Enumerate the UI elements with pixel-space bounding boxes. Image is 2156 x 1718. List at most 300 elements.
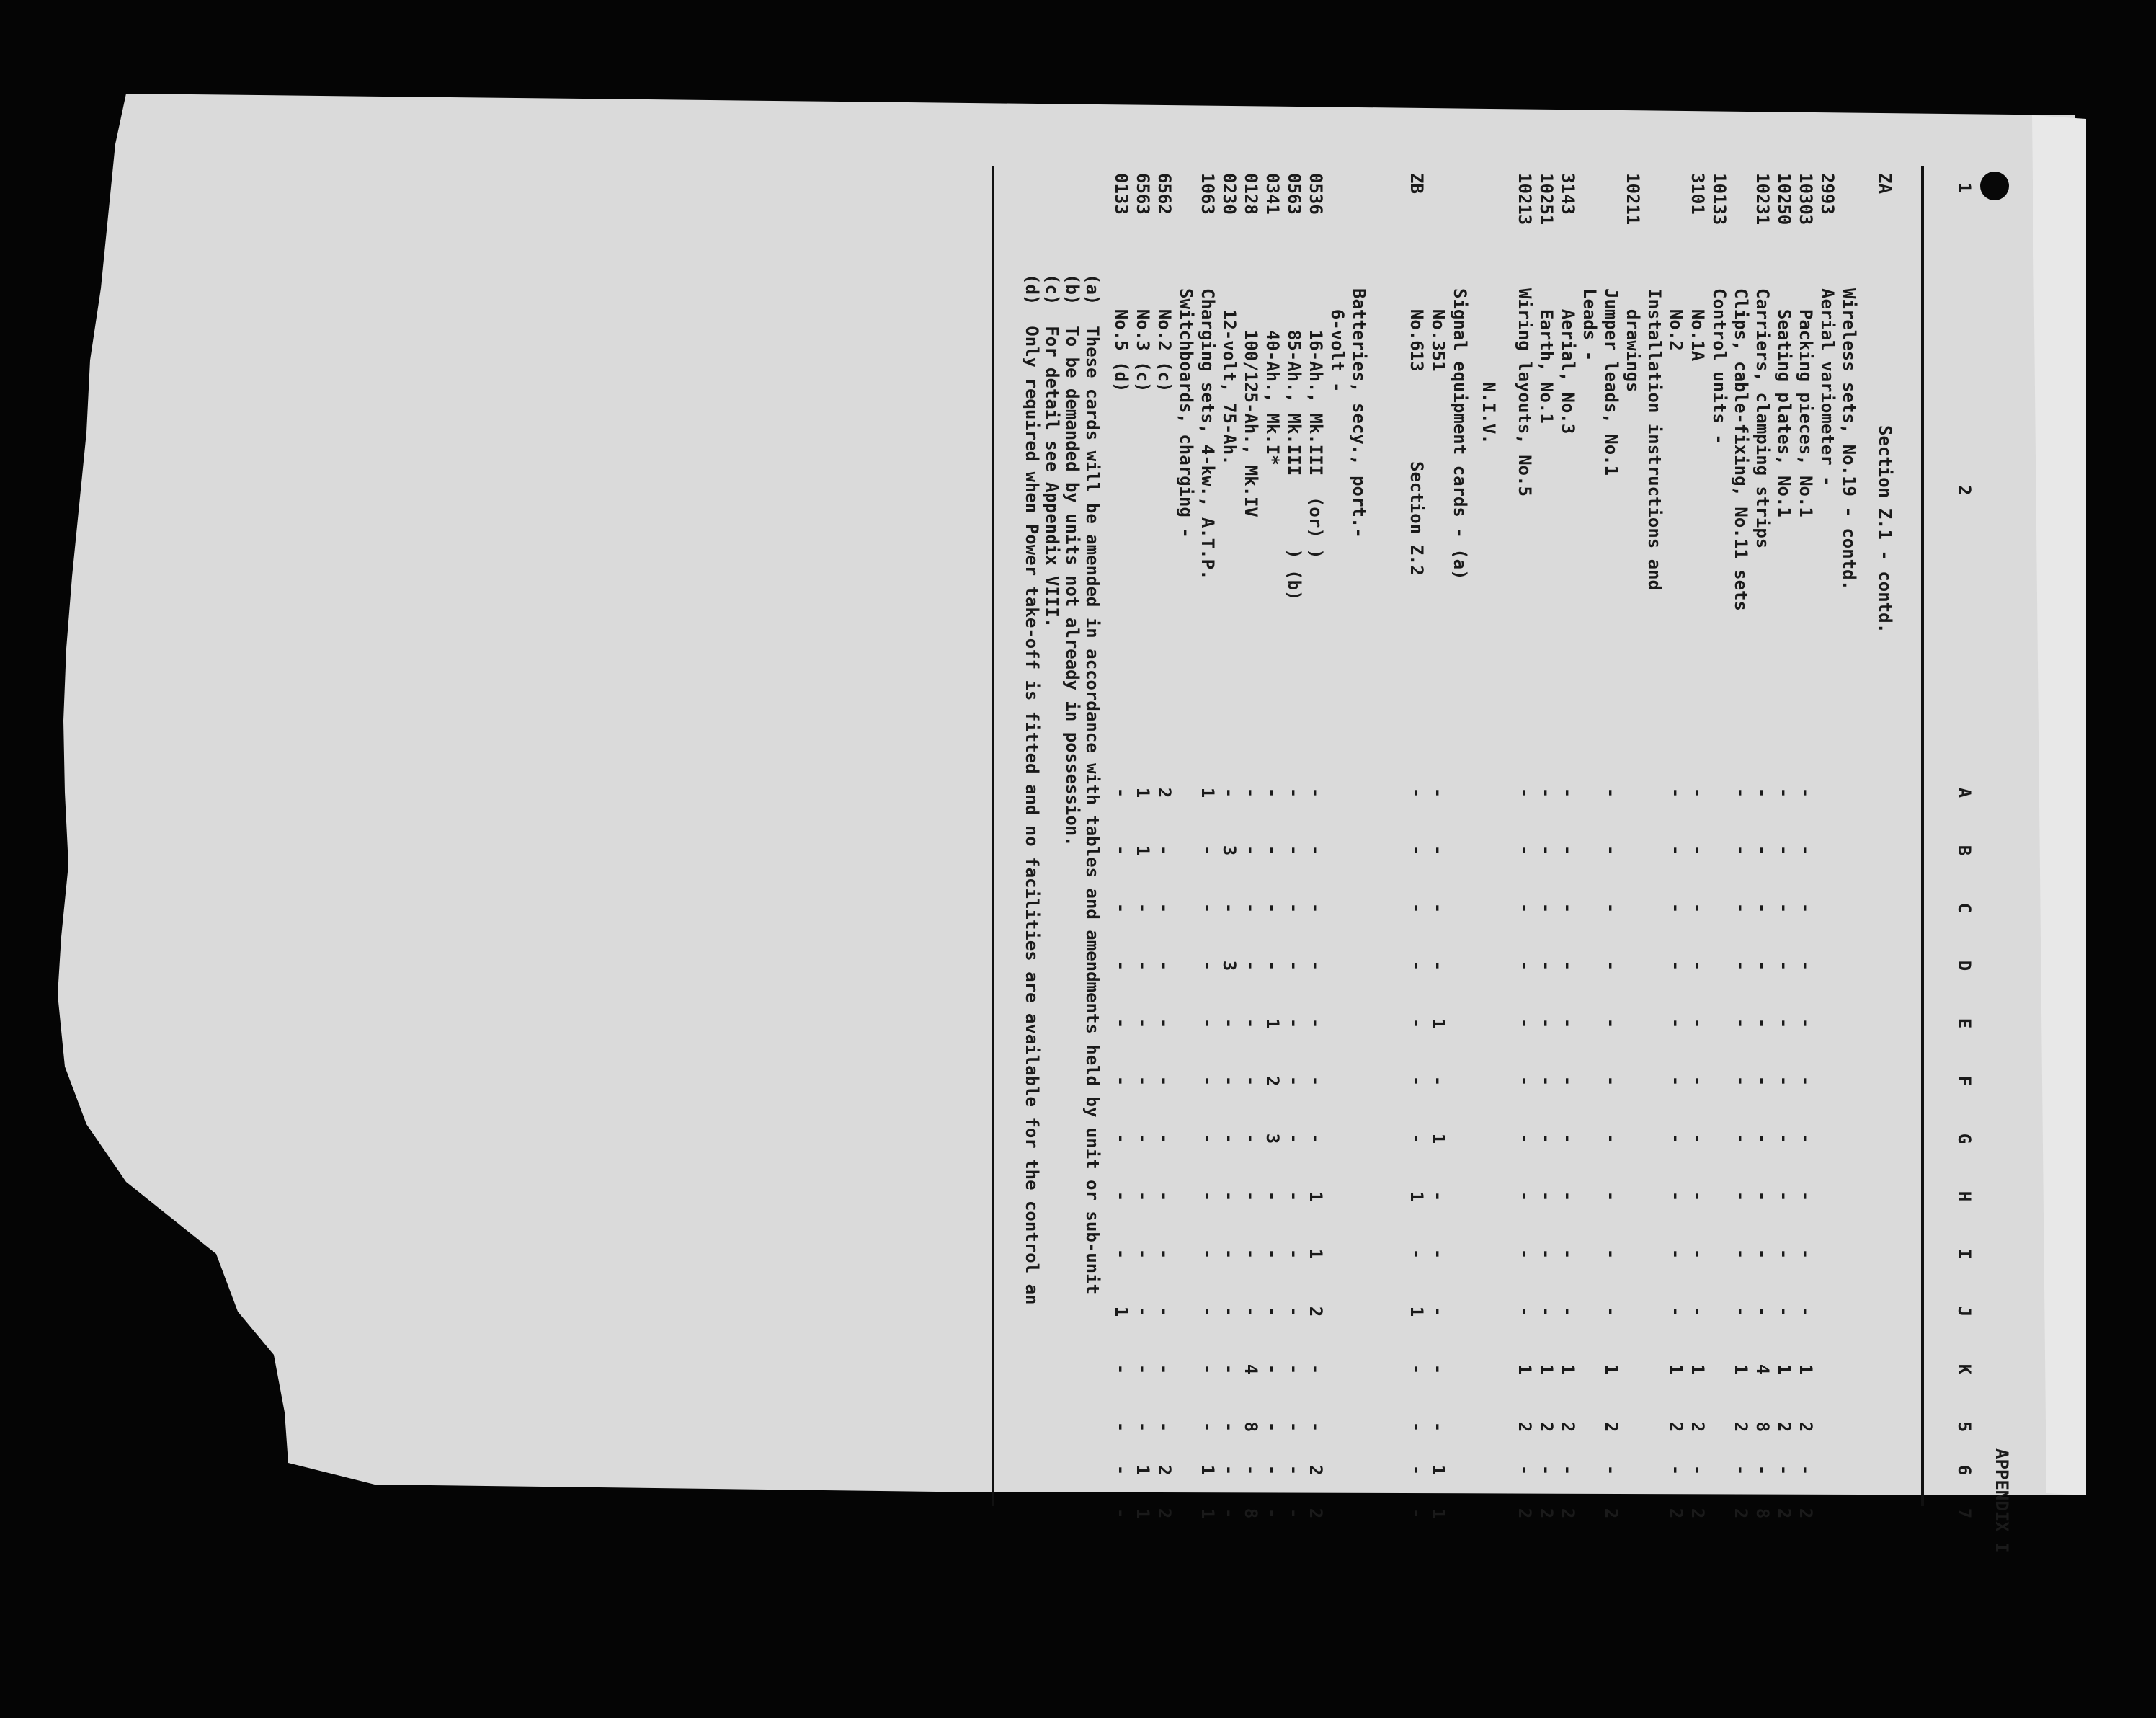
quantity-cell: - xyxy=(1219,902,1239,914)
quantity-cell: - xyxy=(1219,1018,1239,1029)
quantity-cell: - xyxy=(1241,902,1261,914)
quantity-cell: - xyxy=(1154,960,1175,971)
quantity-cell: - xyxy=(1515,787,1535,798)
item-description: Jumper leads, No.1 xyxy=(1601,288,1621,476)
item-description: Leads - xyxy=(1580,288,1600,362)
quantity-cell: 8 xyxy=(1241,1508,1261,1519)
quantity-cell: - xyxy=(1284,1018,1304,1029)
quantity-cell: - xyxy=(1731,960,1751,971)
quantity-cell: - xyxy=(1111,787,1131,798)
quantity-cell: 1 xyxy=(1306,1190,1326,1202)
quantity-cell: 1 xyxy=(1262,1018,1283,1029)
section-a-tag: ZA xyxy=(1875,173,1895,194)
item-code: 0563 xyxy=(1284,173,1304,215)
section-b-title: Section Z.2 xyxy=(1407,461,1427,576)
quantity-cell: - xyxy=(1774,1018,1794,1029)
quantity-cell: - xyxy=(1407,960,1427,971)
quantity-cell: - xyxy=(1536,1190,1556,1202)
quantity-cell: 1 xyxy=(1536,1363,1556,1375)
quantity-cell: 3 xyxy=(1262,1133,1283,1144)
quantity-cell: 2 xyxy=(1731,1508,1751,1519)
quantity-cell: - xyxy=(1731,1133,1751,1144)
quantity-cell: - xyxy=(1241,1190,1261,1202)
quantity-cell: - xyxy=(1111,1018,1131,1029)
quantity-cell: 1 xyxy=(1111,1306,1131,1317)
column-header: C xyxy=(1954,902,1974,914)
item-description: Aerial, No.3 xyxy=(1558,288,1578,435)
quantity-cell: - xyxy=(1774,1464,1794,1476)
quantity-cell: - xyxy=(1601,902,1621,914)
quantity-cell: - xyxy=(1536,902,1556,914)
quantity-cell: - xyxy=(1198,902,1218,914)
quantity-cell: - xyxy=(1284,1363,1304,1375)
quantity-cell: - xyxy=(1558,1018,1578,1029)
quantity-cell: - xyxy=(1241,787,1261,798)
column-header: B xyxy=(1954,845,1974,856)
item-description: 85-Ah., Mk.III ) (b) xyxy=(1284,288,1304,601)
quantity-cell: 1 xyxy=(1428,1508,1448,1519)
quantity-cell: - xyxy=(1536,1464,1556,1476)
quantity-cell: - xyxy=(1515,1306,1535,1317)
quantity-cell: 2 xyxy=(1688,1508,1708,1519)
quantity-cell: - xyxy=(1219,1464,1239,1476)
quantity-cell: - xyxy=(1407,1464,1427,1476)
quantity-cell: - xyxy=(1515,1464,1535,1476)
column-header: H xyxy=(1954,1190,1974,1202)
quantity-cell: - xyxy=(1796,1306,1816,1317)
item-code: 0133 xyxy=(1111,173,1131,215)
quantity-cell: - xyxy=(1666,787,1686,798)
section-a-title: Section Z.1 - contd. xyxy=(1875,425,1895,633)
quantity-cell: 1 xyxy=(1428,1464,1448,1476)
quantity-cell: 2 xyxy=(1731,1421,1751,1433)
column-header: 6 xyxy=(1954,1464,1974,1476)
quantity-cell: - xyxy=(1284,1306,1304,1317)
quantity-cell: 2 xyxy=(1515,1421,1535,1433)
quantity-cell: 1 xyxy=(1407,1306,1427,1317)
item-description: 12-volt, 75-Ah. xyxy=(1219,288,1239,466)
quantity-cell: 1 xyxy=(1198,787,1218,798)
quantity-cell: - xyxy=(1558,1075,1578,1087)
item-description: Wiring layouts, No.5 xyxy=(1515,288,1535,497)
quantity-cell: - xyxy=(1428,902,1448,914)
quantity-cell: - xyxy=(1601,1464,1621,1476)
item-code: 10211 xyxy=(1623,173,1643,226)
item-description: 6-volt - xyxy=(1327,288,1348,393)
quantity-cell: 1 xyxy=(1133,845,1153,856)
quantity-cell: - xyxy=(1536,1018,1556,1029)
quantity-cell: - xyxy=(1688,1248,1708,1260)
footnote: (c) For detail see Appendix VIII. xyxy=(1042,274,1062,628)
quantity-cell: - xyxy=(1111,1421,1131,1433)
quantity-cell: 8 xyxy=(1241,1421,1261,1433)
quantity-cell: - xyxy=(1241,960,1261,971)
quantity-cell: 3 xyxy=(1219,845,1239,856)
quantity-cell: - xyxy=(1133,1363,1153,1375)
quantity-cell: - xyxy=(1407,902,1427,914)
quantity-cell: - xyxy=(1428,1421,1448,1433)
quantity-cell: - xyxy=(1219,1133,1239,1144)
item-code: 0536 xyxy=(1306,173,1326,215)
quantity-cell: 1 xyxy=(1428,1133,1448,1144)
item-code: 1063 xyxy=(1198,173,1218,215)
quantity-cell: - xyxy=(1428,960,1448,971)
quantity-cell: 2 xyxy=(1154,1464,1175,1476)
quantity-cell: - xyxy=(1284,1190,1304,1202)
quantity-cell: - xyxy=(1752,1464,1773,1476)
quantity-cell: - xyxy=(1731,1018,1751,1029)
quantity-cell: - xyxy=(1407,1508,1427,1519)
quantity-cell: - xyxy=(1731,1306,1751,1317)
quantity-cell: - xyxy=(1752,1075,1773,1087)
quantity-cell: 2 xyxy=(1262,1075,1283,1087)
quantity-cell: 2 xyxy=(1774,1421,1794,1433)
quantity-cell: 2 xyxy=(1601,1508,1621,1519)
quantity-cell: 1 xyxy=(1428,1018,1448,1029)
quantity-cell: - xyxy=(1666,1306,1686,1317)
quantity-cell: 8 xyxy=(1752,1421,1773,1433)
quantity-cell: - xyxy=(1133,960,1153,971)
quantity-cell: 2 xyxy=(1774,1508,1794,1519)
item-description: Clips, cable-fixing, No.11 sets xyxy=(1731,288,1751,611)
column-header: I xyxy=(1954,1248,1974,1260)
quantity-cell: - xyxy=(1111,960,1131,971)
quantity-cell: - xyxy=(1515,845,1535,856)
quantity-cell: - xyxy=(1219,1190,1239,1202)
quantity-cell: - xyxy=(1306,1133,1326,1144)
quantity-cell: - xyxy=(1428,1306,1448,1317)
quantity-cell: - xyxy=(1198,1133,1218,1144)
quantity-cell: - xyxy=(1407,1018,1427,1029)
quantity-cell: - xyxy=(1111,902,1131,914)
item-description: Signal equipment cards - (a) xyxy=(1450,288,1470,580)
column-header: 2 xyxy=(1954,484,1974,496)
quantity-cell: - xyxy=(1111,1190,1131,1202)
quantity-cell: - xyxy=(1428,1190,1448,1202)
quantity-cell: 2 xyxy=(1558,1508,1578,1519)
quantity-cell: 2 xyxy=(1558,1421,1578,1433)
item-code: 10303 xyxy=(1796,173,1816,226)
quantity-cell: - xyxy=(1262,845,1283,856)
quantity-cell: 2 xyxy=(1515,1508,1535,1519)
item-description: Carriers, clamping strips xyxy=(1752,288,1773,549)
quantity-cell: 4 xyxy=(1241,1363,1261,1375)
item-description: Wireless sets, No.19 - contd. xyxy=(1839,288,1859,591)
item-description: Aerial variometer - xyxy=(1817,288,1838,486)
quantity-cell: - xyxy=(1198,1248,1218,1260)
quantity-cell: - xyxy=(1111,1248,1131,1260)
quantity-cell: - xyxy=(1241,1018,1261,1029)
item-code: 2993 xyxy=(1817,173,1838,215)
quantity-cell: - xyxy=(1666,902,1686,914)
column-header: D xyxy=(1954,960,1974,971)
quantity-cell: - xyxy=(1601,845,1621,856)
quantity-cell: - xyxy=(1154,1018,1175,1029)
quantity-cell: - xyxy=(1558,1190,1578,1202)
quantity-cell: - xyxy=(1262,1421,1283,1433)
quantity-cell: - xyxy=(1774,845,1794,856)
item-description: Control units - xyxy=(1709,288,1729,445)
quantity-cell: - xyxy=(1111,845,1131,856)
quantity-cell: - xyxy=(1241,1464,1261,1476)
quantity-cell: - xyxy=(1752,1133,1773,1144)
quantity-cell: - xyxy=(1133,1018,1153,1029)
quantity-cell: - xyxy=(1198,1306,1218,1317)
quantity-cell: - xyxy=(1428,1248,1448,1260)
quantity-cell: - xyxy=(1284,1464,1304,1476)
quantity-cell: - xyxy=(1407,1133,1427,1144)
quantity-cell: - xyxy=(1666,1018,1686,1029)
quantity-cell: - xyxy=(1111,1363,1131,1375)
quantity-cell: - xyxy=(1601,1248,1621,1260)
quantity-cell: - xyxy=(1601,1306,1621,1317)
quantity-cell: 2 xyxy=(1666,1421,1686,1433)
quantity-cell: - xyxy=(1133,1133,1153,1144)
quantity-cell: - xyxy=(1774,1190,1794,1202)
item-description: Packing pieces, No.1 xyxy=(1796,288,1816,517)
quantity-cell: - xyxy=(1306,845,1326,856)
quantity-cell: - xyxy=(1774,960,1794,971)
quantity-cell: 1 xyxy=(1407,1190,1427,1202)
quantity-cell: - xyxy=(1731,1075,1751,1087)
column-header: A xyxy=(1954,787,1974,798)
quantity-cell: - xyxy=(1198,845,1218,856)
quantity-cell: - xyxy=(1515,1248,1535,1260)
quantity-cell: - xyxy=(1774,902,1794,914)
item-description: No.2 xyxy=(1666,288,1686,351)
quantity-cell: - xyxy=(1111,1464,1131,1476)
item-description: No.613 xyxy=(1407,288,1427,372)
quantity-cell: - xyxy=(1515,1133,1535,1144)
item-code: 3143 xyxy=(1558,173,1578,215)
quantity-cell: - xyxy=(1558,1464,1578,1476)
item-description: Seating plates, No.1 xyxy=(1774,288,1794,517)
quantity-cell: - xyxy=(1241,1248,1261,1260)
quantity-cell: 2 xyxy=(1666,1508,1686,1519)
quantity-cell: - xyxy=(1133,1306,1153,1317)
quantity-cell: - xyxy=(1262,1508,1283,1519)
quantity-cell: - xyxy=(1752,960,1773,971)
quantity-cell: - xyxy=(1284,1133,1304,1144)
quantity-cell: - xyxy=(1731,1190,1751,1202)
item-code: 0128 xyxy=(1241,173,1261,215)
quantity-cell: - xyxy=(1515,902,1535,914)
quantity-cell: - xyxy=(1241,1133,1261,1144)
quantity-cell: - xyxy=(1219,1306,1239,1317)
quantity-cell: - xyxy=(1688,1190,1708,1202)
quantity-cell: - xyxy=(1558,1306,1578,1317)
quantity-cell: - xyxy=(1154,1306,1175,1317)
quantity-cell: - xyxy=(1154,1133,1175,1144)
quantity-cell: 1 xyxy=(1306,1248,1326,1260)
quantity-cell: - xyxy=(1688,960,1708,971)
quantity-cell: - xyxy=(1536,1075,1556,1087)
quantity-cell: - xyxy=(1688,1133,1708,1144)
quantity-cell: - xyxy=(1601,1075,1621,1087)
quantity-cell: - xyxy=(1241,1075,1261,1087)
quantity-cell: 1 xyxy=(1133,1508,1153,1519)
quantity-cell: - xyxy=(1428,787,1448,798)
quantity-cell: - xyxy=(1407,845,1427,856)
quantity-cell: - xyxy=(1796,1018,1816,1029)
quantity-cell: - xyxy=(1306,1363,1326,1375)
quantity-cell: 1 xyxy=(1558,1363,1578,1375)
quantity-cell: - xyxy=(1515,1075,1535,1087)
quantity-cell: - xyxy=(1536,845,1556,856)
quantity-cell: - xyxy=(1601,1018,1621,1029)
quantity-cell: 1 xyxy=(1688,1363,1708,1375)
quantity-cell: - xyxy=(1558,902,1578,914)
quantity-cell: - xyxy=(1796,845,1816,856)
item-description: Earth, No.1 xyxy=(1536,288,1556,424)
quantity-cell: - xyxy=(1666,1190,1686,1202)
item-description: No.351 xyxy=(1428,288,1448,372)
quantity-cell: - xyxy=(1558,1133,1578,1144)
quantity-cell: 2 xyxy=(1601,1421,1621,1433)
quantity-cell: - xyxy=(1796,960,1816,971)
appendix-label: APPENDIX I xyxy=(1992,1448,2012,1553)
quantity-cell: - xyxy=(1284,960,1304,971)
item-code: 3101 xyxy=(1688,173,1708,215)
quantity-cell: 3 xyxy=(1219,960,1239,971)
item-code: 10213 xyxy=(1515,173,1535,226)
quantity-cell: - xyxy=(1731,845,1751,856)
quantity-cell: 1 xyxy=(1601,1363,1621,1375)
quantity-cell: - xyxy=(1407,1075,1427,1087)
footnote: (a) These cards will be amended in accordance with tables and amendments held by unit or sub-unit xyxy=(1082,274,1102,1295)
item-code: 10250 xyxy=(1774,173,1794,226)
column-header: 7 xyxy=(1954,1508,1974,1519)
quantity-cell: 2 xyxy=(1536,1421,1556,1433)
quantity-cell: - xyxy=(1666,1464,1686,1476)
quantity-cell: - xyxy=(1515,1018,1535,1029)
quantity-cell: - xyxy=(1666,1075,1686,1087)
quantity-cell: - xyxy=(1219,1421,1239,1433)
quantity-cell: 2 xyxy=(1796,1508,1816,1519)
quantity-cell: - xyxy=(1133,1190,1153,1202)
quantity-cell: - xyxy=(1284,845,1304,856)
quantity-cell: - xyxy=(1752,1306,1773,1317)
quantity-cell: - xyxy=(1752,902,1773,914)
quantity-cell: - xyxy=(1262,787,1283,798)
column-header: E xyxy=(1954,1018,1974,1029)
quantity-cell: - xyxy=(1752,787,1773,798)
quantity-cell: - xyxy=(1262,1306,1283,1317)
quantity-cell: - xyxy=(1688,1075,1708,1087)
quantity-cell: - xyxy=(1154,902,1175,914)
quantity-cell: - xyxy=(1133,1421,1153,1433)
quantity-cell: - xyxy=(1796,1464,1816,1476)
item-description: Charging sets, 4-kw., A.T.P. xyxy=(1198,288,1218,580)
quantity-cell: - xyxy=(1688,902,1708,914)
quantity-cell: - xyxy=(1262,1464,1283,1476)
item-description: No.2 (c) xyxy=(1154,288,1175,393)
quantity-cell: - xyxy=(1774,1306,1794,1317)
item-code: 0230 xyxy=(1219,173,1239,215)
quantity-cell: - xyxy=(1796,1075,1816,1087)
quantity-cell: - xyxy=(1688,1306,1708,1317)
item-description: No.5 (d) xyxy=(1111,288,1131,393)
quantity-cell: - xyxy=(1133,1248,1153,1260)
quantity-cell: - xyxy=(1688,787,1708,798)
quantity-cell: - xyxy=(1219,787,1239,798)
quantity-cell: - xyxy=(1558,1248,1578,1260)
quantity-cell: - xyxy=(1306,902,1326,914)
quantity-cell: - xyxy=(1284,1508,1304,1519)
quantity-cell: - xyxy=(1601,1133,1621,1144)
quantity-cell: - xyxy=(1752,1248,1773,1260)
quantity-cell: - xyxy=(1688,1018,1708,1029)
quantity-cell: - xyxy=(1536,1133,1556,1144)
quantity-cell: - xyxy=(1601,787,1621,798)
quantity-cell: 2 xyxy=(1306,1508,1326,1519)
quantity-cell: - xyxy=(1111,1508,1131,1519)
quantity-cell: - xyxy=(1306,1018,1326,1029)
item-description: 16-Ah., Mk.III (or) ) xyxy=(1306,288,1326,559)
quantity-cell: 1 xyxy=(1133,1464,1153,1476)
quantity-cell: - xyxy=(1407,1363,1427,1375)
quantity-cell: - xyxy=(1133,902,1153,914)
quantity-cell: 8 xyxy=(1752,1508,1773,1519)
item-description: 40-Ah., Mk.I* xyxy=(1262,288,1283,466)
quantity-cell: - xyxy=(1796,787,1816,798)
quantity-cell: - xyxy=(1262,1363,1283,1375)
footnote: (d) Only required when Power take-off is fitted and no facilities are available for the control an xyxy=(1022,274,1042,1305)
quantity-cell: - xyxy=(1666,960,1686,971)
quantity-cell: - xyxy=(1262,960,1283,971)
quantity-cell: - xyxy=(1262,1190,1283,1202)
quantity-cell: 2 xyxy=(1306,1306,1326,1317)
quantity-cell: - xyxy=(1262,902,1283,914)
quantity-cell: - xyxy=(1407,787,1427,798)
quantity-cell: - xyxy=(1198,1190,1218,1202)
quantity-cell: 1 xyxy=(1774,1363,1794,1375)
quantity-cell: - xyxy=(1241,845,1261,856)
quantity-cell: - xyxy=(1133,1075,1153,1087)
item-description: No.3 (c) xyxy=(1133,288,1153,393)
quantity-cell: 4 xyxy=(1752,1363,1773,1375)
quantity-cell: 2 xyxy=(1796,1421,1816,1433)
item-description: 100/125-Ah., Mk.IV xyxy=(1241,288,1261,517)
quantity-cell: 1 xyxy=(1666,1363,1686,1375)
quantity-cell: - xyxy=(1731,787,1751,798)
quantity-cell: - xyxy=(1154,845,1175,856)
quantity-cell: - xyxy=(1752,1190,1773,1202)
quantity-cell: - xyxy=(1666,1133,1686,1144)
quantity-cell: - xyxy=(1601,960,1621,971)
quantity-cell: - xyxy=(1198,960,1218,971)
item-description: No.1A xyxy=(1688,288,1708,362)
quantity-cell: - xyxy=(1428,845,1448,856)
header-rule xyxy=(1921,166,1924,1506)
quantity-cell: - xyxy=(1219,1363,1239,1375)
item-code: 0341 xyxy=(1262,173,1283,215)
quantity-cell: - xyxy=(1796,1190,1816,1202)
quantity-cell: - xyxy=(1154,1363,1175,1375)
quantity-cell: 1 xyxy=(1796,1363,1816,1375)
table-bottom-rule xyxy=(992,166,994,1506)
quantity-cell: - xyxy=(1241,1306,1261,1317)
quantity-cell: - xyxy=(1428,1075,1448,1087)
item-code: 6563 xyxy=(1133,173,1153,215)
quantity-cell: 1 xyxy=(1198,1464,1218,1476)
item-code: 10133 xyxy=(1709,173,1729,226)
quantity-cell: - xyxy=(1219,1508,1239,1519)
quantity-cell: - xyxy=(1198,1075,1218,1087)
quantity-cell: - xyxy=(1688,1464,1708,1476)
quantity-cell: - xyxy=(1774,1075,1794,1087)
quantity-cell: - xyxy=(1306,1075,1326,1087)
